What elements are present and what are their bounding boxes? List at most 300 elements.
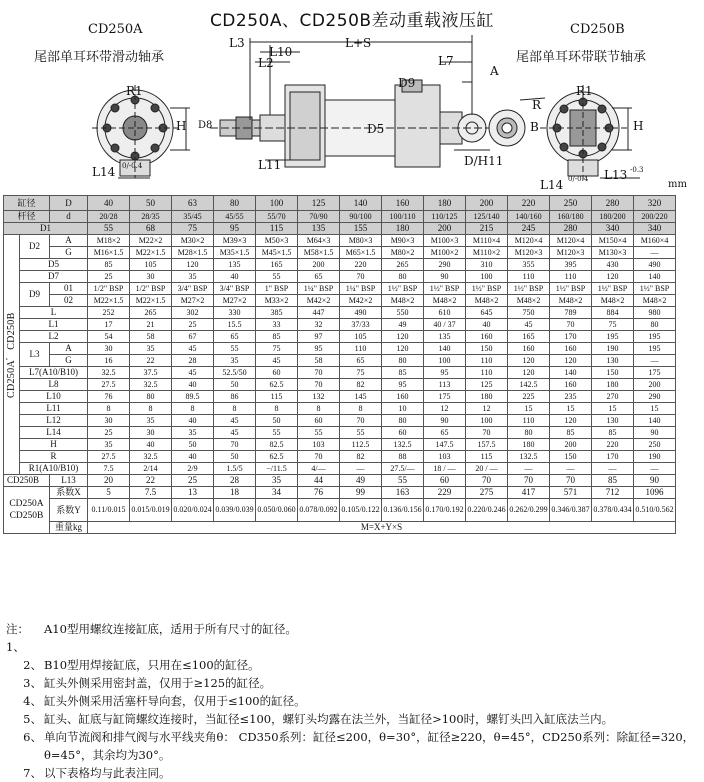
table-cell: 250 bbox=[550, 196, 592, 211]
table-cell: 290 bbox=[424, 259, 466, 271]
table-cell: 160 bbox=[550, 343, 592, 355]
table-cell: 60 bbox=[382, 427, 424, 439]
table-cell: 132 bbox=[298, 391, 340, 403]
table-cell: 70 bbox=[550, 475, 592, 487]
table-cell: 3/4" BSP bbox=[214, 283, 256, 295]
table-row bbox=[4, 391, 676, 403]
table-cell: 252 bbox=[88, 307, 130, 319]
table-cell: 97 bbox=[298, 331, 340, 343]
table-cell: 40 / 37 bbox=[424, 319, 466, 331]
table-cell: 0.136/0.156 bbox=[382, 499, 424, 522]
table-cell: M50×3 bbox=[256, 235, 298, 247]
table-cell: 32.5 bbox=[88, 367, 130, 379]
table-cell: 302 bbox=[172, 307, 214, 319]
note-number: 5、 bbox=[23, 712, 42, 726]
table-cell: 110 bbox=[550, 271, 592, 283]
table-cell: M160×4 bbox=[634, 235, 676, 247]
table-cell: 70 bbox=[298, 451, 340, 463]
table-cell: 28/35 bbox=[130, 211, 172, 223]
table-cell: 7.5 bbox=[88, 463, 130, 475]
table-cell: M48×2 bbox=[466, 295, 508, 307]
table-cell: 49 bbox=[382, 319, 424, 331]
table-cell: 712 bbox=[592, 487, 634, 499]
left-model-label: CD250A bbox=[88, 22, 143, 37]
table-cell: 245 bbox=[508, 223, 550, 235]
table-cell: 200/220 bbox=[634, 211, 676, 223]
table-row bbox=[4, 295, 676, 307]
table-cell: 88 bbox=[382, 451, 424, 463]
table-cell: M64×3 bbox=[298, 235, 340, 247]
table-cell: 80 bbox=[634, 319, 676, 331]
table-cell: 132.5 bbox=[508, 451, 550, 463]
table-cell: 1½" BSP bbox=[634, 283, 676, 295]
table-cell: 40 bbox=[172, 379, 214, 391]
unit-label: mm bbox=[668, 179, 687, 190]
row-header: 重量kg bbox=[50, 522, 88, 534]
row-bore bbox=[4, 196, 676, 211]
table-cell: 70 bbox=[340, 271, 382, 283]
table-cell: 140 bbox=[634, 271, 676, 283]
table-cell: — bbox=[592, 463, 634, 475]
table-cell: 140/160 bbox=[508, 211, 550, 223]
table-cell: 0.262/0.299 bbox=[508, 499, 550, 522]
table-cell: 220 bbox=[592, 439, 634, 451]
table-cell: 76 bbox=[88, 391, 130, 403]
table-cell: 45 bbox=[214, 415, 256, 427]
table-cell: 110 bbox=[508, 271, 550, 283]
table-cell: 20 / — bbox=[466, 463, 508, 475]
table-cell: 610 bbox=[424, 307, 466, 319]
table-cell: 112.5 bbox=[340, 439, 382, 451]
row-header: L13 bbox=[50, 475, 88, 487]
table-cell: 95 bbox=[382, 379, 424, 391]
table-cell: 30 bbox=[88, 415, 130, 427]
table-cell: 140 bbox=[550, 367, 592, 379]
table-cell: 28 bbox=[172, 355, 214, 367]
table-cell: 395 bbox=[550, 259, 592, 271]
table-row bbox=[4, 379, 676, 391]
table-cell: 70 bbox=[298, 379, 340, 391]
table-cell: 85 bbox=[256, 331, 298, 343]
table-cell: 147.5 bbox=[424, 439, 466, 451]
row-header: L7(A10/B10) bbox=[20, 367, 88, 379]
row-header: L8 bbox=[20, 379, 88, 391]
table-cell: 100 bbox=[424, 355, 466, 367]
table-cell: 62.5 bbox=[256, 379, 298, 391]
dim-l10: L10 bbox=[269, 45, 293, 59]
table-cell: 70 bbox=[550, 319, 592, 331]
table-cell: 34 bbox=[256, 487, 298, 499]
dim-b: B bbox=[530, 120, 539, 134]
table-cell: 0.050/0.060 bbox=[256, 499, 298, 522]
dim-l-plus-s: L+S bbox=[345, 36, 372, 50]
table-cell: 275 bbox=[466, 487, 508, 499]
table-cell: 120 bbox=[508, 367, 550, 379]
table-cell: 90 bbox=[424, 271, 466, 283]
table-cell: 160 bbox=[382, 196, 424, 211]
table-cell: M48×2 bbox=[508, 295, 550, 307]
row-d1 bbox=[4, 223, 676, 235]
table-cell: 40 bbox=[88, 196, 130, 211]
table-cell: 8 bbox=[214, 403, 256, 415]
row-subheader: G bbox=[50, 355, 88, 367]
table-cell: 22 bbox=[130, 475, 172, 487]
table-cell: — bbox=[634, 355, 676, 367]
table-cell: 0.510/0.562 bbox=[634, 499, 676, 522]
table-cell: 0.078/0.092 bbox=[298, 499, 340, 522]
table-row bbox=[4, 415, 676, 427]
row-header: L11 bbox=[20, 403, 88, 415]
table-cell: 120 bbox=[382, 343, 424, 355]
table-cell: M48×2 bbox=[550, 295, 592, 307]
table-row bbox=[4, 271, 676, 283]
table-cell: 68 bbox=[130, 223, 172, 235]
table-cell: 80 bbox=[130, 391, 172, 403]
table-cell: 8 bbox=[298, 403, 340, 415]
dim-d9: D9 bbox=[398, 76, 416, 90]
table-cell: M18×2 bbox=[88, 235, 130, 247]
table-cell: 115 bbox=[466, 451, 508, 463]
table-cell: 28 bbox=[214, 475, 256, 487]
table-cell: 60 bbox=[424, 475, 466, 487]
page-title: CD250A、CD250B差动重载液压缸 bbox=[209, 11, 495, 31]
table-cell: 2/9 bbox=[172, 463, 214, 475]
table-cell: 8 bbox=[256, 403, 298, 415]
table-cell: 25 bbox=[88, 271, 130, 283]
table-cell: 55 bbox=[382, 475, 424, 487]
table-cell: 5 bbox=[88, 487, 130, 499]
table-cell: 170 bbox=[592, 451, 634, 463]
table-cell: 33 bbox=[256, 319, 298, 331]
table-cell: 90 bbox=[424, 415, 466, 427]
table-cell: 1¼" BSP bbox=[298, 283, 340, 295]
note-text: 单向节流阀和排气阀与水平线夹角θ： CD350系列：缸径≤200，θ=30°，缸径≥220，θ=45°，CD250系列：除缸径=320，θ=45°，其余均为30°。 bbox=[44, 730, 695, 762]
table-cell: 82 bbox=[340, 451, 382, 463]
table-row bbox=[4, 343, 676, 355]
table-cell: 55 bbox=[340, 427, 382, 439]
table-cell: 320 bbox=[634, 196, 676, 211]
row-rod bbox=[4, 211, 676, 223]
table-cell: 447 bbox=[298, 307, 340, 319]
row-header: L2 bbox=[20, 331, 88, 343]
row-weight bbox=[4, 522, 676, 534]
table-cell: 35 bbox=[172, 427, 214, 439]
table-cell: 200 bbox=[424, 223, 466, 235]
table-cell: 15 bbox=[508, 403, 550, 415]
table-cell: 165 bbox=[256, 259, 298, 271]
table-cell: 571 bbox=[550, 487, 592, 499]
table-cell: 142.5 bbox=[508, 379, 550, 391]
note-item bbox=[6, 674, 700, 692]
table-cell: 195 bbox=[592, 331, 634, 343]
table-cell: 60 bbox=[298, 415, 340, 427]
table-cell: 25 bbox=[172, 319, 214, 331]
table-cell: 22 bbox=[130, 355, 172, 367]
note-text: A10型用螺纹连接缸底，适用于所有尺寸的缸径。 bbox=[44, 622, 297, 636]
table-cell: 110 bbox=[508, 415, 550, 427]
table-cell: 50 bbox=[214, 451, 256, 463]
table-cell: M90×3 bbox=[382, 235, 424, 247]
table-cell: 135 bbox=[424, 331, 466, 343]
table-row bbox=[4, 355, 676, 367]
table-cell: 35 bbox=[172, 271, 214, 283]
row-subheader: G bbox=[50, 247, 88, 259]
right-model-label: CD250B bbox=[570, 22, 625, 37]
note-item bbox=[6, 764, 700, 782]
table-cell: M39×3 bbox=[214, 235, 256, 247]
weight-formula: M=X+Y×S bbox=[88, 522, 676, 534]
table-cell: 80 bbox=[382, 415, 424, 427]
table-cell: M48×2 bbox=[592, 295, 634, 307]
table-cell: 100 bbox=[466, 415, 508, 427]
table-cell: 280 bbox=[550, 223, 592, 235]
table-cell: 750 bbox=[508, 307, 550, 319]
table-cell: 45 bbox=[172, 343, 214, 355]
table-cell: 20/28 bbox=[88, 211, 130, 223]
table-cell: 12 bbox=[424, 403, 466, 415]
table-cell: 89.5 bbox=[172, 391, 214, 403]
table-cell: M120×3 bbox=[550, 247, 592, 259]
table-cell: M48×2 bbox=[382, 295, 424, 307]
table-cell: 8 bbox=[88, 403, 130, 415]
table-cell: 180 bbox=[508, 439, 550, 451]
table-cell: M110×2 bbox=[466, 247, 508, 259]
table-cell: 280 bbox=[592, 196, 634, 211]
table-cell: M150×4 bbox=[592, 235, 634, 247]
table-cell: 180 bbox=[592, 379, 634, 391]
table-cell: 160 bbox=[550, 379, 592, 391]
table-cell: 0.020/0.024 bbox=[172, 499, 214, 522]
table-cell: 225 bbox=[508, 391, 550, 403]
table-cell: 44 bbox=[298, 475, 340, 487]
notes bbox=[6, 620, 700, 782]
table-cell: 180 bbox=[466, 391, 508, 403]
table-cell: 13 bbox=[172, 487, 214, 499]
table-row bbox=[4, 307, 676, 319]
table-cell: 1¼" BSP bbox=[340, 283, 382, 295]
table-cell: 110 bbox=[466, 355, 508, 367]
table-cell: 330 bbox=[214, 307, 256, 319]
table-cell: 157.5 bbox=[466, 439, 508, 451]
table-cell: M100×3 bbox=[424, 235, 466, 247]
table-cell: 52.5/50 bbox=[214, 367, 256, 379]
table-cell: 190 bbox=[634, 451, 676, 463]
table-cell: 25 bbox=[88, 427, 130, 439]
table-cell: 200 bbox=[466, 196, 508, 211]
table-cell: 550 bbox=[382, 307, 424, 319]
row-header: L3 bbox=[20, 343, 50, 367]
row-header: H bbox=[20, 439, 88, 451]
table-cell: 90/100 bbox=[340, 211, 382, 223]
row-header: L12 bbox=[20, 415, 88, 427]
table-cell: 3/4" BSP bbox=[172, 283, 214, 295]
row-header: L14 bbox=[20, 427, 88, 439]
table-row bbox=[4, 235, 676, 247]
dim-tol-right: 0/-0.4 bbox=[568, 175, 589, 183]
table-cell: 645 bbox=[466, 307, 508, 319]
table-cell: 35 bbox=[130, 343, 172, 355]
table-cell: 49 bbox=[340, 475, 382, 487]
table-cell: 50 bbox=[130, 196, 172, 211]
table-cell: 40 bbox=[466, 319, 508, 331]
table-cell: 95 bbox=[424, 367, 466, 379]
table-cell: 135 bbox=[298, 223, 340, 235]
table-cell: 45/55 bbox=[214, 211, 256, 223]
dim-r1-right: R1 bbox=[576, 84, 593, 98]
table-cell: 180/200 bbox=[592, 211, 634, 223]
dim-h-right: H bbox=[633, 119, 644, 133]
dim-tol-l13: -0.3 bbox=[630, 166, 644, 174]
table-cell: 62.5 bbox=[256, 451, 298, 463]
table-cell: 340 bbox=[592, 223, 634, 235]
table-cell: 0.11/0.015 bbox=[88, 499, 130, 522]
table-cell: M48×2 bbox=[634, 295, 676, 307]
table-cell: 27.5 bbox=[88, 451, 130, 463]
table-cell: 15 bbox=[550, 403, 592, 415]
note-number: 6、 bbox=[23, 730, 42, 744]
table-cell: 490 bbox=[340, 307, 382, 319]
table-cell: 125 bbox=[298, 196, 340, 211]
row-header: 系数Y bbox=[50, 499, 88, 522]
row-coef-x bbox=[4, 487, 676, 499]
table-cell: 490 bbox=[634, 259, 676, 271]
table-cell: 35 bbox=[130, 415, 172, 427]
table-cell: 95 bbox=[214, 223, 256, 235]
table-cell: 70 bbox=[466, 475, 508, 487]
table-cell: 100 bbox=[466, 271, 508, 283]
row-header: D2 bbox=[20, 235, 50, 259]
table-cell: M45×1.5 bbox=[256, 247, 298, 259]
row-header: L1 bbox=[20, 319, 88, 331]
table-cell: 35 bbox=[214, 355, 256, 367]
table-cell: 30 bbox=[88, 343, 130, 355]
row-header: 系数X bbox=[50, 487, 88, 499]
note-number: 2、 bbox=[23, 658, 42, 672]
dim-d-h11: D/H11 bbox=[464, 154, 504, 168]
table-cell: M100×2 bbox=[424, 247, 466, 259]
table-cell: 180 bbox=[382, 223, 424, 235]
note-text: 缸头外侧采用活塞杆导向套，仅用于≤100的缸径。 bbox=[44, 694, 306, 708]
table-cell: M42×2 bbox=[298, 295, 340, 307]
table-cell: 229 bbox=[424, 487, 466, 499]
table-cell: M120×4 bbox=[508, 235, 550, 247]
note-text: 以下表格均与此表注同。 bbox=[44, 766, 171, 780]
table-cell: 35/45 bbox=[172, 211, 214, 223]
table-cell: 55 bbox=[256, 271, 298, 283]
table-cell: 4/— bbox=[298, 463, 340, 475]
table-cell: 35 bbox=[88, 439, 130, 451]
table-cell: 18 bbox=[214, 487, 256, 499]
table-cell: 195 bbox=[634, 343, 676, 355]
table-cell: 86 bbox=[214, 391, 256, 403]
row-symbol: D bbox=[50, 196, 88, 211]
table-cell: 45 bbox=[256, 355, 298, 367]
table-cell: 235 bbox=[550, 391, 592, 403]
table-cell: 0.378/0.434 bbox=[592, 499, 634, 522]
table-cell: 70 bbox=[340, 415, 382, 427]
table-cell: 70/90 bbox=[298, 211, 340, 223]
table-cell: 195 bbox=[634, 331, 676, 343]
table-cell: 115 bbox=[256, 391, 298, 403]
table-cell: 40 bbox=[214, 271, 256, 283]
table-cell: 310 bbox=[466, 259, 508, 271]
table-cell: 135 bbox=[214, 259, 256, 271]
table-cell: 1/2" BSP bbox=[130, 283, 172, 295]
table-cell: 16 bbox=[88, 355, 130, 367]
table-cell: 70 bbox=[214, 439, 256, 451]
table-row bbox=[4, 403, 676, 415]
table-cell: M35×1.5 bbox=[214, 247, 256, 259]
table-row bbox=[4, 463, 676, 475]
table-cell: 1½" BSP bbox=[592, 283, 634, 295]
table-cell: 70 bbox=[508, 475, 550, 487]
table-cell: M110×4 bbox=[466, 235, 508, 247]
spec-table-wrapper bbox=[3, 195, 676, 534]
table-cell: 70 bbox=[466, 427, 508, 439]
dim-tol-left: 0/-0.4 bbox=[122, 162, 143, 170]
table-cell: 80 bbox=[382, 271, 424, 283]
table-cell: 85 bbox=[592, 427, 634, 439]
note-number: 4、 bbox=[23, 694, 42, 708]
table-cell: 7.5 bbox=[130, 487, 172, 499]
table-cell: 884 bbox=[592, 307, 634, 319]
table-cell: M30×2 bbox=[172, 235, 214, 247]
table-cell: 15 bbox=[592, 403, 634, 415]
table-cell: M42×2 bbox=[340, 295, 382, 307]
table-cell: 160/180 bbox=[550, 211, 592, 223]
table-cell: 85 bbox=[382, 367, 424, 379]
table-cell: 340 bbox=[634, 223, 676, 235]
table-row bbox=[4, 331, 676, 343]
table-cell: 99 bbox=[340, 487, 382, 499]
dim-l2: L2 bbox=[258, 56, 274, 70]
dim-d8: D8 bbox=[198, 120, 213, 131]
table-row bbox=[4, 451, 676, 463]
table-cell: 50 bbox=[256, 415, 298, 427]
table-cell: 215 bbox=[466, 223, 508, 235]
note-item bbox=[6, 656, 700, 674]
side-group-label: CD250A、CD250B bbox=[4, 235, 20, 475]
table-cell: 76 bbox=[298, 487, 340, 499]
table-cell: 82 bbox=[340, 379, 382, 391]
table-cell: — bbox=[550, 463, 592, 475]
table-cell: 1½" BSP bbox=[382, 283, 424, 295]
table-cell: 40 bbox=[172, 451, 214, 463]
table-cell: — bbox=[508, 463, 550, 475]
table-row bbox=[4, 283, 676, 295]
row-header: 缸径 bbox=[4, 196, 50, 211]
table-cell: 70 bbox=[298, 367, 340, 379]
dim-d5: D5 bbox=[367, 122, 385, 136]
dim-a: A bbox=[490, 64, 499, 78]
table-cell: 80 bbox=[214, 196, 256, 211]
table-cell: 132.5 bbox=[382, 439, 424, 451]
table-cell: 220 bbox=[508, 196, 550, 211]
table-cell: M80×2 bbox=[382, 247, 424, 259]
table-cell: 0.346/0.387 bbox=[550, 499, 592, 522]
table-cell: 150 bbox=[466, 343, 508, 355]
table-cell: 32.5 bbox=[130, 451, 172, 463]
dim-r: R bbox=[532, 98, 542, 112]
dim-h-left: H bbox=[176, 119, 187, 133]
table-cell: 200 bbox=[634, 379, 676, 391]
table-cell: 45 bbox=[172, 367, 214, 379]
row-subheader: A bbox=[50, 235, 88, 247]
table-cell: 80 bbox=[508, 427, 550, 439]
table-cell: M65×1.5 bbox=[340, 247, 382, 259]
table-cell: 120 bbox=[172, 259, 214, 271]
table-row bbox=[4, 427, 676, 439]
